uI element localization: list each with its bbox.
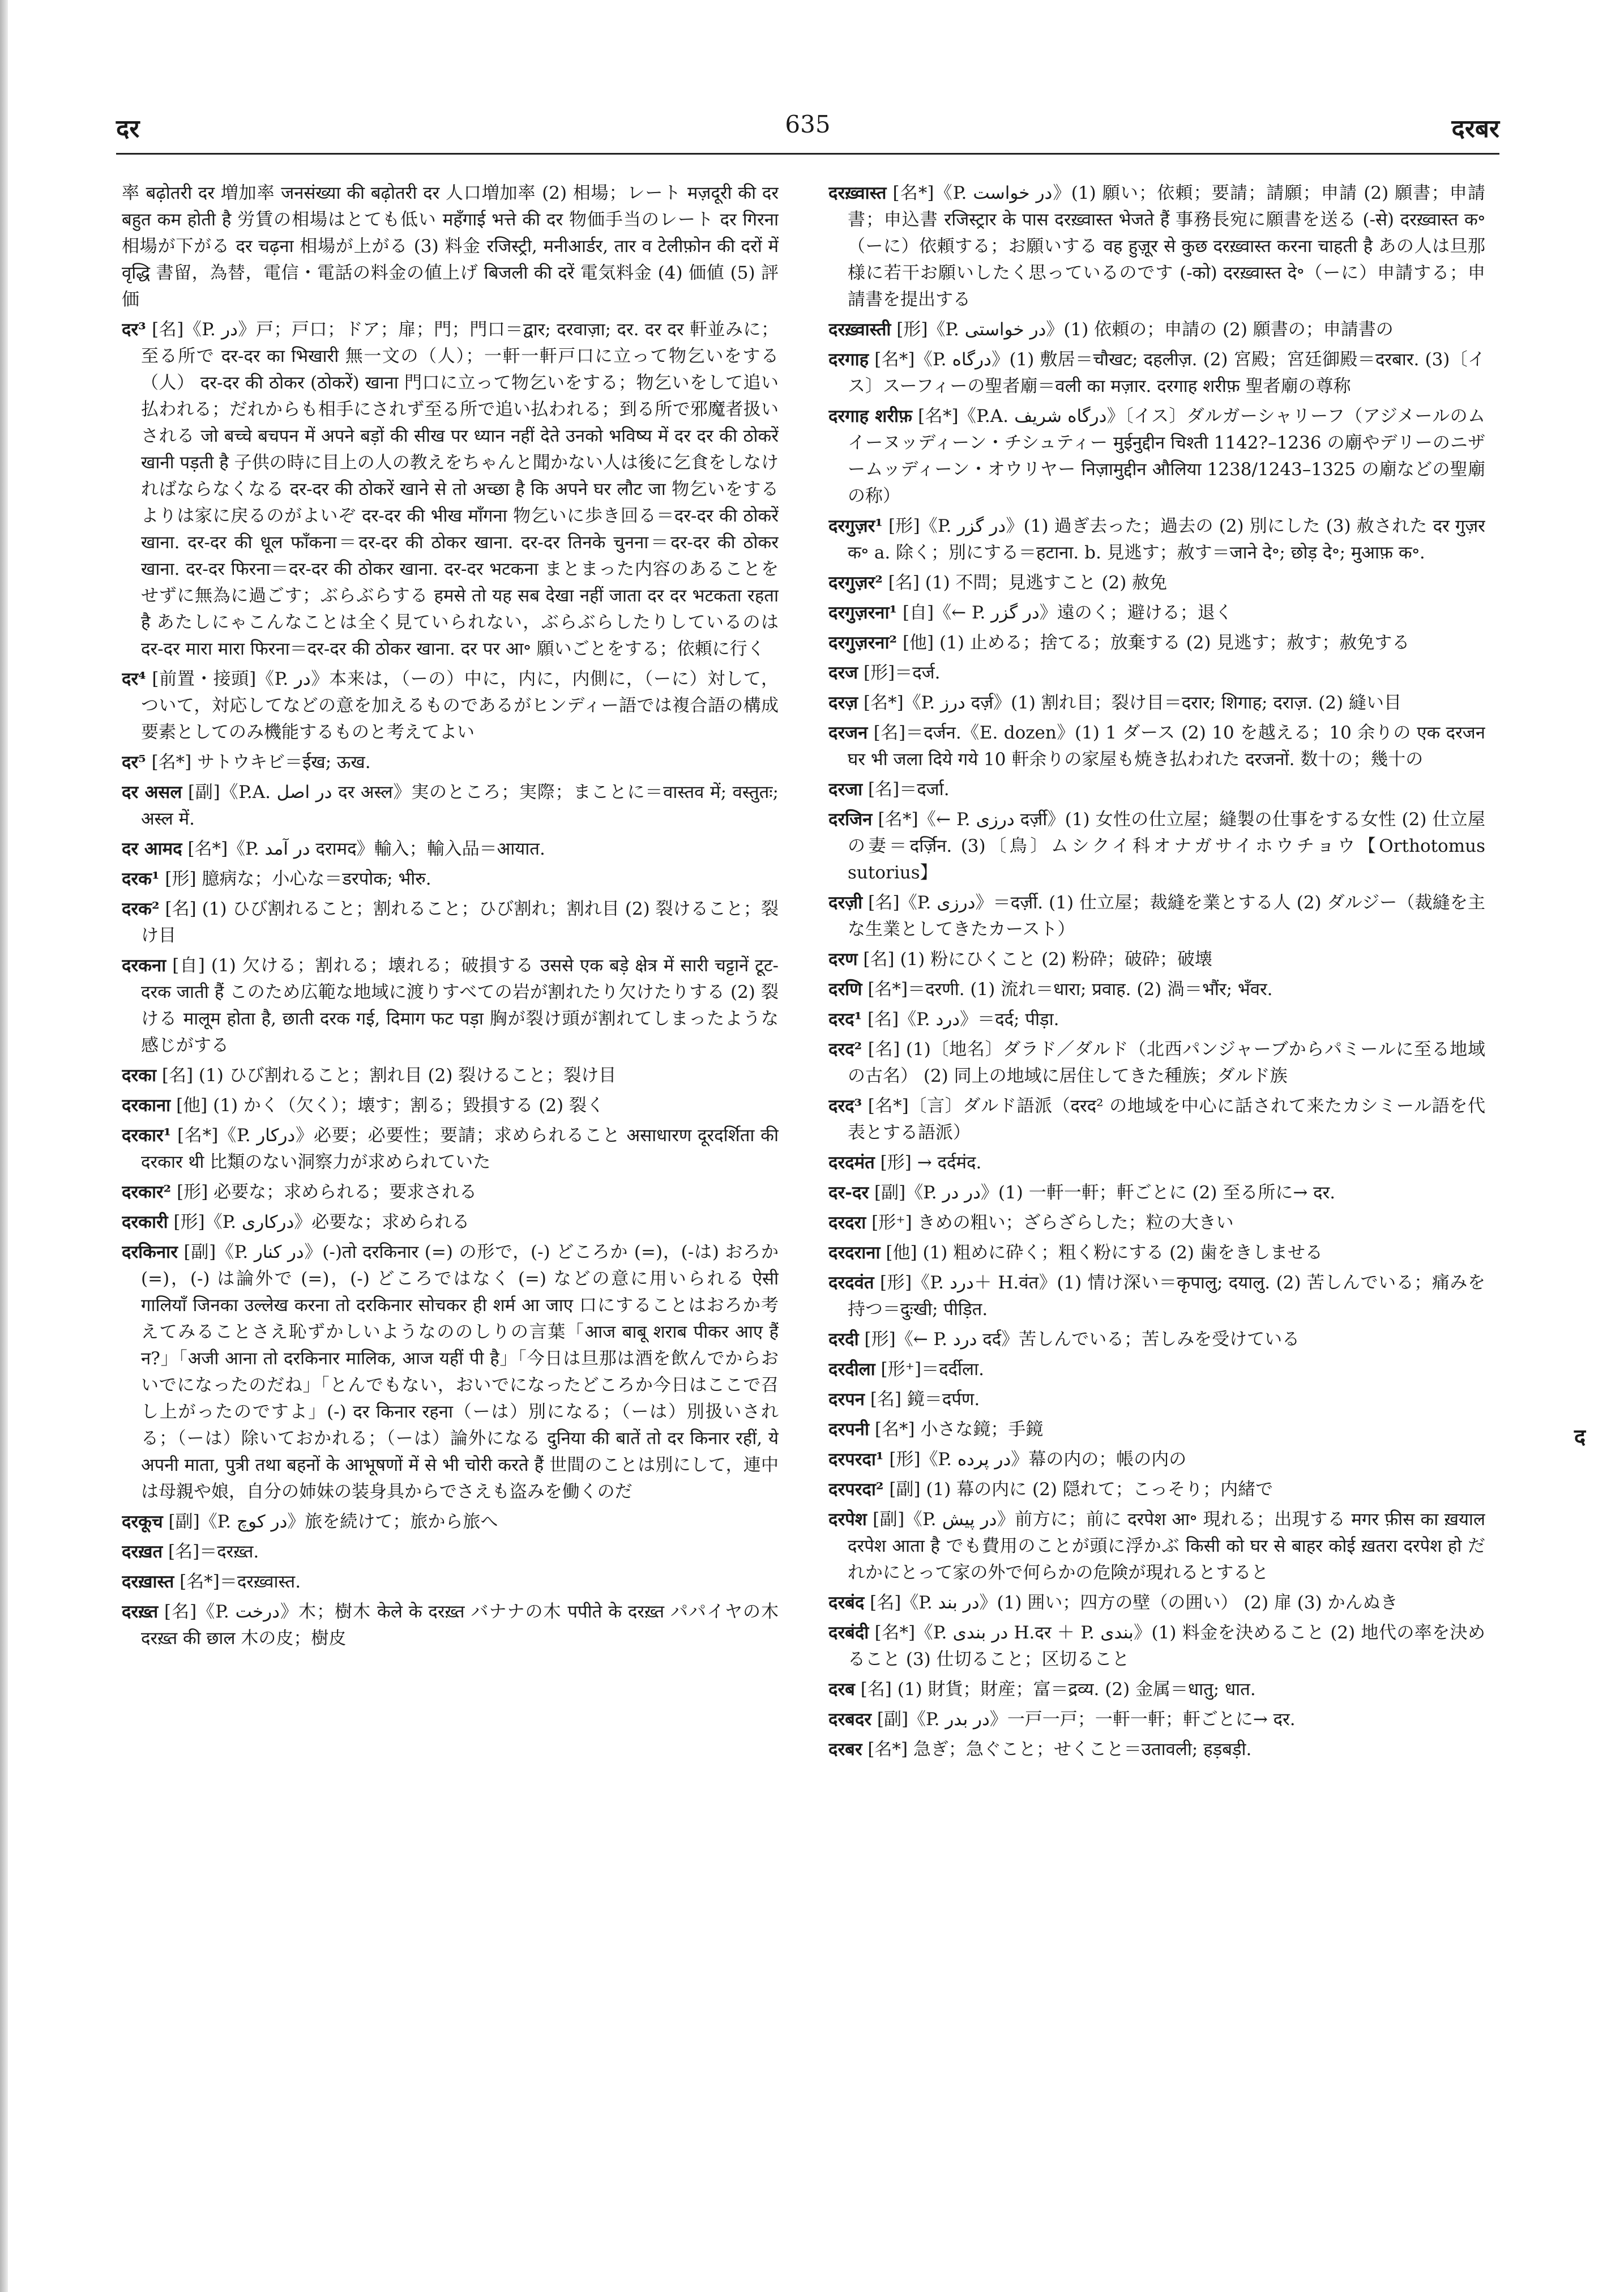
header-left-guideword: दर — [116, 114, 140, 143]
entry-definition: [自] (1) 欠ける；割れる；壊れる；破損する उससे एक बड़े क्षेत्र में सारी चट्टानें टूट-दरक जाती हैं このため広範な地域に渡りすべての岩が割れたり欠けたりする (2) 裂ける मालूम होता है, छाती दरक गई, दिमाग फट पड़ा 胸が裂け頭が割れてしまったような感じがする — [141, 955, 779, 1056]
dictionary-entry — [828, 890, 1485, 943]
entry-definition: [名*]《P. در خواست》(1) 願い；依頼；要請；請願；申請 (2) 願書；申請書；申込書 रजिस्ट्रार के पास दरख़्वास्त भेजते हैं 事務長宛に願書を送る (-से) दरख़्वास्त क॰（ーに）依頼する；お願いする वह हुज़ूर से कुछ दरख़्वास्त करना चाहती है あの人は旦那様に若干お願いしたく思っているのです (-को) दरख़्वास्त दे॰（ーに）申請する；申請書を提出する — [848, 183, 1485, 310]
entry-definition: [副]《P. در بدر》一戸一戸；一軒一軒；軒ごとに→ दर. — [877, 1709, 1296, 1730]
dictionary-entry — [828, 1150, 1485, 1176]
dictionary-entry — [828, 1506, 1485, 1586]
entry-headword: दरपनी — [828, 1419, 869, 1440]
dictionary-entry — [122, 836, 779, 863]
dictionary-entry — [122, 1569, 779, 1595]
entry-headword: दरगुज़र² — [828, 573, 883, 593]
entry-headword: दरदीला — [828, 1359, 875, 1380]
dictionary-entry — [828, 1180, 1485, 1206]
entry-headword: दर असल — [122, 782, 182, 803]
entry-definition: [形]＝दर्ज. — [864, 663, 941, 683]
entry-definition: [名] (1) 財貨；財産；富＝द्रव्य. (2) 金属＝धातु; धात. — [860, 1679, 1256, 1700]
page-spine-shadow — [0, 0, 8, 2292]
entry-definition: [形] 必要な；求められる；要求される — [177, 1182, 477, 1202]
dictionary-entry — [828, 403, 1485, 510]
entry-headword: दरगुज़रना¹ — [828, 603, 898, 623]
entry-headword: दरकार² — [122, 1182, 172, 1202]
dictionary-entry — [828, 1446, 1485, 1473]
dictionary-entry — [122, 1179, 779, 1206]
entry-definition: [名] (1) 不問；見逃すこと (2) 赦免 — [888, 573, 1168, 593]
entry-headword: दरगाह शरीफ़ — [828, 406, 912, 426]
entry-headword: दरजा — [828, 779, 863, 800]
dictionary-entry — [122, 317, 779, 663]
entry-headword: दरब — [828, 1679, 855, 1700]
entry-definition: [副]《P. در کنار》(-)तो दरकिनार (=) の形で，(-) どころか (=)，(-は) おろか (=)，(-) は論外で (=)，(-) どころではなく (=) などの意に用いられる ऐसी गालियाँ जिनका उल्लेख करना तो दरकिनार सोचकर ही शर्म आ जाए 口にすることはおろか考えてみることさえ恥ずかしいようなののしりの言葉「आज बाबू शराब पीकर आए हैं न?」「अजी आना तो दरकिनार मालिक, आज यहीं पी है」「今日は旦那は酒を飲んでからおいでになったのだね」「とんでもない，おいでになったどころか今日はここで召し上がったのですよ」(-) दर किनार रहना（ーは）別になる；（ーは）別扱いされる；（ーは）除いておかれる；（ーは）論外になる दुनिया की बातें तो दर किनार रहीं, ये अपनी माता, पुत्री तथा बहनों के आभूषणों में से भी चोरी करते हैं 世間のことは別にして，連中は母親や娘，自分の姉妹の装身具からでさえも盗みを働くのだ — [141, 1242, 779, 1502]
dictionary-entry — [122, 896, 779, 949]
entry-headword: दर-दर — [828, 1183, 869, 1203]
entry-definition: [名] 鏡＝दर्पण. — [870, 1389, 980, 1410]
entry-headword: दरबदर — [828, 1709, 871, 1730]
entry-headword: दरक² — [122, 899, 160, 919]
entry-headword: दरगाह — [828, 349, 869, 370]
dictionary-entry — [828, 600, 1485, 626]
dictionary-entry — [122, 866, 779, 893]
dictionary-entry — [828, 720, 1485, 773]
dictionary-entry — [828, 1416, 1485, 1443]
dictionary-entry — [122, 1062, 779, 1089]
dictionary-entry — [122, 1209, 779, 1236]
entry-definition: [他] (1) かく（欠く）；壊す；割る；毀損する (2) 裂く — [176, 1095, 605, 1116]
entry-headword: दरपरदा¹ — [828, 1449, 884, 1470]
entry-headword: दरबर — [828, 1739, 862, 1760]
page-number: 635 — [785, 110, 831, 138]
entry-definition: [名*]《P. درگاه》(1) 敷居＝चौखट; दहलीज़. (2) 宮殿；宮廷御殿＝दरबार. (3)〔イス〕スーフィーの聖者廟＝वली का मज़ार. दरगाह शरीफ़ 聖者廟の尊称 — [848, 349, 1485, 396]
dictionary-entry — [828, 347, 1485, 400]
entry-headword: दरद² — [828, 1039, 862, 1060]
entry-definition: [名*]〔言〕ダルド語派（दरद² の地域を中心に話されて来たカシミール語を代表とする語派） — [848, 1096, 1485, 1143]
entry-definition: [副]《P. در کوچ》旅を続けて；旅から旅へ — [168, 1512, 498, 1532]
entry-definition: [他] (1) 粗めに砕く；粗く粉にする (2) 歯をきしませる — [886, 1243, 1323, 1263]
dictionary-entry — [828, 976, 1485, 1003]
thumb-index-letter: द — [1574, 1424, 1586, 1449]
entry-headword: दरगुज़र¹ — [828, 516, 883, 536]
entry-headword: दरख़ास्त — [122, 1572, 174, 1592]
entry-definition: [名]＝दर्जा. — [868, 779, 950, 800]
entry-headword: दरजिन — [828, 809, 873, 830]
entry-definition: [形]《P. در خواستی》(1) 依頼の；申請の (2) 願書の；申請書の — [896, 319, 1394, 340]
entry-headword: दरदरा — [828, 1213, 866, 1233]
dictionary-entry — [828, 690, 1485, 716]
entry-headword: दरख़्त — [122, 1602, 159, 1622]
dictionary-entry — [122, 1539, 779, 1565]
entry-definition: [名*] 急ぎ；急ぐこと；せくこと＝उतावली; हड़बड़ी. — [867, 1739, 1252, 1760]
right-column — [828, 180, 1485, 2253]
entry-definition: [名]《P. درد》＝दर्द; पीड़ा. — [867, 1009, 1059, 1030]
dictionary-entry — [122, 779, 779, 833]
dictionary-entry — [828, 1036, 1485, 1090]
entry-headword: दरपरदा² — [828, 1479, 884, 1500]
entry-headword: दर⁴ — [122, 669, 146, 689]
entry-headword: दरगुज़रना² — [828, 633, 898, 653]
entry-headword: दर⁵ — [122, 752, 146, 772]
dictionary-entry — [828, 1676, 1485, 1703]
entry-headword: दरज — [828, 663, 858, 683]
entry-definition: 率 बढ़ोतरी दर 増加率 जनसंख्या की बढ़ोतरी दर 人口増加率 (2) 相場；レート मज़दूरी की दर बहुत कम होती है 労賃の相場はとても低い महँगाई भत्ते की दर 物価手当のレート दर गिरना 相場が下がる दर चढ़ना 相場が上がる (3) 料金 रजिस्ट्री, मनीआर्डर, तार व टेलीफ़ोन की दरों में वृद्धि 書留，為替，電信・電話の料金の値上げ बिजली की दरें 電気料金 (4) 価値 (5) 評価 — [122, 183, 779, 310]
dictionary-entry — [122, 180, 779, 313]
dictionary-entry — [122, 953, 779, 1059]
entry-definition: [名*] サトウキビ＝ईख; ऊख. — [151, 752, 371, 772]
dictionary-entry — [828, 1476, 1485, 1503]
entry-definition: [名] (1) 粉にひくこと (2) 粉砕；破砕；破壊 — [863, 949, 1212, 970]
dictionary-entry — [828, 660, 1485, 686]
entry-definition: [名] (1) ひび割れること；割れること；ひび割れ；割れ目 (2) 裂けること；裂け目 — [141, 899, 779, 946]
entry-headword: दरकना — [122, 955, 166, 976]
entry-definition: [名]《P. در》戸；戸口；ドア；扉；門；門口＝द्वार; दरवाज़ा; दर. दर दर 軒並みに；至る所で दर-दर का भिखारी 無一文の（人）；一軒一軒戸口に立って物乞いをする（人） दर-दर की ठोकर (ठोकरें) खाना 門口に立って物乞いをする；物乞いをして追い払われる；だれからも相手にされず至る所で追い払われる；到る所で邪魔者扱いされる जो बच्चे बचपन में अपने बड़ों की सीख पर ध्यान नहीं देते उनको भविष्य में दर दर की ठोकरें खानी पड़ती है 子供の時に目上の人の教えをちゃんと聞かない人は後に乞食をしなければならなくなる दर-दर की ठोकरें खाने से तो अच्छा है कि अपने घर लौट जा 物乞いをするよりは家に戻るのがよいぞ दर-दर की भीख माँगना 物乞いに歩き回る＝दर-दर की ठोकरें खाना. दर-दर की धूल फाँकना＝दर-दर की ठोकर खाना. दर-दर तिनके चुनना＝दर-दर की ठोकर खाना. दर-दर फिरना＝दर-दर की ठोकर खाना. दर-दर भटकना まとまった内容のあることをせずに無為に過ごす；ぶらぶらする हमसे तो यह सब देखा नहीं जाता दर दर भटकता रहता है あたしにゃこんなことは全く見ていられない，ぶらぶらしたりしているのは दर-दर मारा मारा फिरना＝दर-दर की ठोकर खाना. दर पर आ॰ 願いごとをする；依頼に行く — [141, 319, 779, 659]
page-header — [116, 110, 1499, 156]
entry-headword: दरक¹ — [122, 869, 160, 889]
entry-definition: [他] (1) 止める；捨てる；放棄する (2) 見逃す；赦す；赦免する — [902, 633, 1410, 653]
entry-definition: [形]《P. درکاری》必要な；求められる — [173, 1212, 470, 1232]
entry-definition: [形] → दर्दमंद. — [880, 1153, 982, 1173]
entry-definition: [名*]《P.A. درگاه شریف》〔イス〕ダルガーシャリーフ（アジメールのムイーヌッディーン・チシュティー मुईनुद्दीन चिश्ती 1142?–1236 の廟やデリーのニザームッディーン・オウリヤー निज़ामुद्दीन औलिया 1238/1243–1325 の廟などの聖廟の称） — [848, 406, 1485, 506]
entry-headword: दर आमद — [122, 839, 182, 859]
dictionary-entry — [828, 570, 1485, 596]
entry-definition: [名]《P. درزی》＝दर्ज़ी. (1) 仕立屋；裁縫を業とする人 (2) ダルジー（裁縫を主な生業としてきたカースト） — [848, 893, 1485, 940]
entry-definition: [名*] 小さな鏡；手鏡 — [874, 1419, 1044, 1440]
dictionary-entry — [828, 1006, 1485, 1033]
entry-headword: दरख़त — [122, 1542, 163, 1562]
dictionary-entry — [828, 1386, 1485, 1413]
entry-headword: दरपेश — [828, 1509, 867, 1530]
dictionary-entry — [122, 1122, 779, 1176]
entry-definition: [形]《← P. درد दर्द》苦しんでいる；苦しみを受けている — [864, 1329, 1300, 1350]
left-column — [122, 180, 779, 2253]
dictionary-entry — [828, 1356, 1485, 1383]
entry-definition: [前置・接頭]《P. در》本来は，（ーの）中に，内に，内側に，（ーに）対して，ついて，対応してなどの意を加えるものであるがヒンディー語では複合語の構成要素としてのみ機能するものと考えてよい — [141, 669, 779, 742]
entry-headword: दरदराना — [828, 1243, 881, 1263]
entry-definition: [名]＝दरख़्त. — [168, 1542, 259, 1562]
entry-definition: [名] (1)〔地名〕ダラド／ダルド（北西パンジャーブからパミールに至る地域の古名） (2) 同上の地域に居住してきた種族；ダルド族 — [848, 1039, 1485, 1086]
entry-definition: [名]《P. درخت》木；樹木 केले के दरख़्त バナナの木 पपीते के दरख़्त パパイヤの木 दरख़्त की छाल 木の皮；樹皮 — [141, 1602, 779, 1649]
header-right-guideword: दरबर — [1451, 114, 1499, 143]
entry-definition: [名]＝दर्जन.《E. dozen》(1) 1 ダース (2) 10 を越える；10 余りの एक दरजन घर भी जला दिये गये 10 軒余りの家屋も焼き払われた दरजनों. 数十の；幾十の — [848, 723, 1485, 770]
entry-headword: दरबंद — [828, 1593, 865, 1613]
entry-definition: [副]《P.A. در اصل दर अस्ल》実のところ；実際；まことに＝वास्तव में; वस्तुतः; अस्ल में. — [141, 782, 779, 829]
entry-headword: दरदवंत — [828, 1273, 874, 1293]
dictionary-entry — [122, 1509, 779, 1535]
entry-definition: [名*]《P. درز दर्ज़》(1) 割れ目；裂け目＝दरार; शिगाह; दराज़. (2) 縫い目 — [864, 693, 1401, 713]
entry-headword: दरका — [122, 1065, 156, 1086]
entry-headword: दरद³ — [828, 1096, 862, 1116]
dictionary-entry — [828, 1590, 1485, 1616]
dictionary-entry — [828, 1326, 1485, 1353]
dictionary-entry — [828, 1093, 1485, 1146]
dictionary-entry — [828, 317, 1485, 343]
entry-definition: [形⁺]＝दर्दीला. — [881, 1359, 984, 1380]
entry-headword: दरदमंत — [828, 1153, 875, 1173]
entry-headword: दरपन — [828, 1389, 865, 1410]
entry-headword: दरणि — [828, 979, 862, 1000]
entry-definition: [名]《P. در بند》(1) 囲い；四方の壁（の囲い） (2) 扉 (3) かんぬき — [870, 1593, 1398, 1613]
entry-definition: [名] (1) ひび割れること；割れ目 (2) 裂けること；裂け目 — [161, 1065, 617, 1086]
entry-definition: [名*]《P. در بندی H.दर ＋ P. بندی》(1) 料金を決めること (2) 地代の率を決めること (3) 仕切ること；区切ること — [848, 1623, 1485, 1670]
entry-headword: दरबंदी — [828, 1623, 869, 1643]
entry-headword: दरख़्वास्त — [828, 183, 887, 203]
entry-definition: [形] 臆病な；小心な＝डरपोक; भीरु. — [165, 869, 431, 889]
dictionary-entry — [828, 180, 1485, 313]
dictionary-entry — [122, 749, 779, 776]
entry-definition: [副] (1) 幕の内に (2) 隠れて；こっそり；内緒で — [889, 1479, 1273, 1500]
entry-definition: [名*]＝दरणी. (1) 流れ＝धारा; प्रवाह. (2) 渦＝भौंर; भँवर. — [867, 979, 1273, 1000]
entry-definition: [形]《P. درد＋ H.वंत》(1) 情け深い＝कृपालु; दयालु. (2) 苦しんでいる；痛みを持つ＝दुःखी; पीड़ित. — [848, 1273, 1485, 1320]
entry-definition: [名*]＝दरख़्वास्त. — [180, 1572, 301, 1592]
entry-definition: [副]《P. در در》(1) 一軒一軒；軒ごとに (2) 至る所に→ दर. — [874, 1183, 1336, 1203]
dictionary-entry — [828, 630, 1485, 656]
entry-headword: दरद¹ — [828, 1009, 862, 1030]
entry-definition: [形⁺] きめの粗い；ざらざらした；粒の大きい — [871, 1213, 1234, 1233]
entry-headword: दरख़्वास्ती — [828, 319, 891, 340]
dictionary-entry — [122, 1599, 779, 1652]
dictionary-entry — [828, 1240, 1485, 1266]
entry-headword: दरज़ी — [828, 893, 863, 913]
entry-headword: दर³ — [122, 319, 146, 340]
entry-headword: दरकार¹ — [122, 1125, 172, 1146]
entry-headword: दरज़ — [828, 693, 858, 713]
entry-definition: [形]《P. در پرده》幕の内の；帳の内の — [889, 1449, 1187, 1470]
dictionary-entry — [828, 806, 1485, 886]
dictionary-entry — [828, 1620, 1485, 1673]
entry-headword: दरदी — [828, 1329, 859, 1350]
dictionary-entry — [122, 1239, 779, 1505]
entry-headword: दरकारी — [122, 1212, 168, 1232]
entry-definition: [自]《← P. در گزر》遠のく；避ける；退く — [902, 603, 1233, 623]
dictionary-entry — [828, 1736, 1485, 1763]
entry-headword: दरजन — [828, 723, 868, 743]
entry-headword: दरकाना — [122, 1095, 171, 1116]
entry-definition: [名*]《P. درکار》必要；必要性；要請；求められること असाधारण दूरदर्शिता की दरकार थी 比類のない洞察力が求められていた — [141, 1125, 779, 1172]
entry-definition: [形]《P. در گزر》(1) 過ぎ去った；過去の (2) 別にした (3) 赦された दर गुज़र क॰ a. 除く；別にする＝हटाना. b. 見逃す；赦す＝जाने दे॰; छोड़ दे॰; मुआफ़ क॰. — [848, 516, 1485, 563]
dictionary-entry — [828, 513, 1485, 566]
entry-headword: दरकूच — [122, 1512, 163, 1532]
dictionary-entry — [122, 666, 779, 746]
entry-headword: दरण — [828, 949, 858, 970]
entry-headword: दरकिनार — [122, 1242, 178, 1262]
dictionary-entry — [828, 1210, 1485, 1236]
dictionary-entry — [828, 1270, 1485, 1323]
dictionary-entry — [122, 1092, 779, 1119]
dictionary-entry — [828, 776, 1485, 803]
dictionary-entry — [828, 1706, 1485, 1733]
entry-definition: [副]《P. در پیش》前方に；前に दरपेश आ॰ 現れる；出現する मगर फ़ीस का ख़याल दरपेश आता है でも費用のことが頭に浮かぶ किसी को घर से बाहर कोई ख़तरा दरपेश हो だれかにとって家の外で何らかの危険が現れるとすると — [848, 1509, 1485, 1583]
entry-definition: [名*]《P. در آمد दरामद》輸入；輸入品＝आयात. — [187, 839, 545, 859]
header-rule — [116, 153, 1499, 155]
entry-definition: [名*]《← P. درزی दर्ज़ी》(1) 女性の仕立屋；縫製の仕事をする女性 (2) 仕立屋の妻＝दर्ज़िन. (3)〔鳥〕ムシクイ科オナガサイホウチョウ【Orthotomus sutorius】 — [848, 809, 1485, 883]
dictionary-entry — [828, 946, 1485, 973]
